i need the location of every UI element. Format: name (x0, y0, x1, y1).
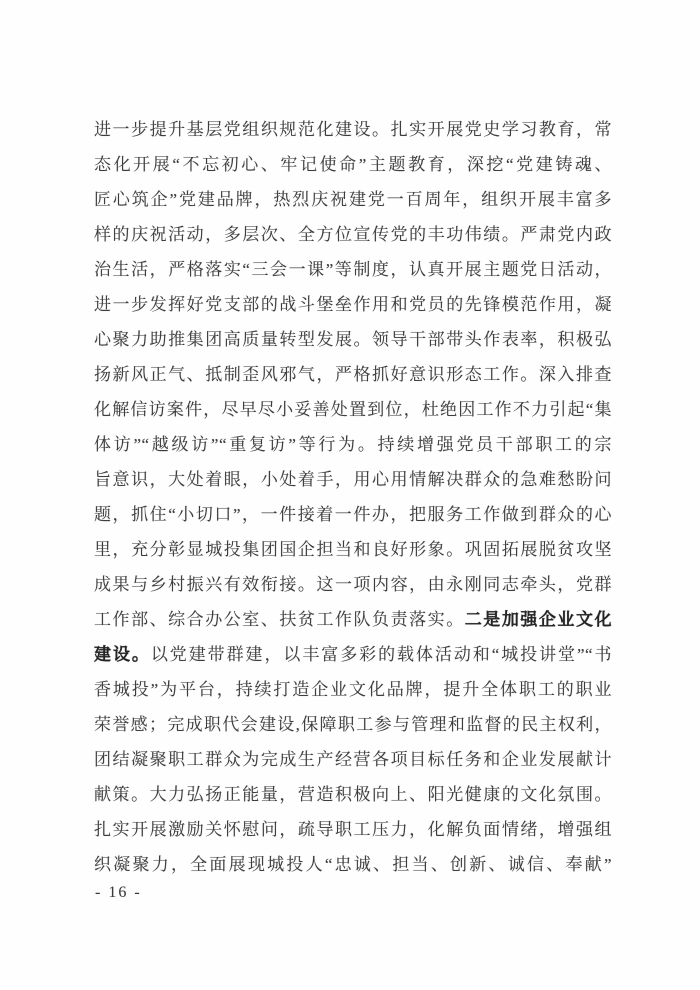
text-line (94, 357, 612, 392)
page-number: - 16 - (95, 884, 142, 901)
text-line (94, 602, 612, 637)
document-body-text (94, 112, 612, 882)
body-text: 团结凝聚职工群众为完成生产经营各项目标任务和企业发展献计 (94, 750, 612, 769)
text-line (94, 497, 612, 532)
body-text: 体访”“越级访”“重复访”等行为。持续增强党员干部职工的宗 (94, 435, 612, 454)
text-line (94, 637, 612, 672)
text-line (94, 392, 612, 427)
body-text: 化解信访案件，尽早尽小妥善处置到位，杜绝因工作不力引起“集 (94, 400, 612, 419)
body-text: 香城投”为平台，持续打造企业文化品牌，提升全体职工的职业 (94, 680, 612, 699)
text-line (94, 252, 612, 287)
text-line (94, 182, 612, 217)
body-text: 里，充分彰显城投集团国企担当和良好形象。巩固拓展脱贫攻坚 (94, 540, 612, 559)
body-text: 题，抓住“小切口”，一件接着一件办，把服务工作做到群众的心 (94, 505, 612, 524)
text-line (94, 217, 612, 252)
text-line (94, 427, 612, 462)
text-line (94, 847, 612, 882)
text-line (94, 742, 612, 777)
text-line (94, 112, 612, 147)
text-line (94, 812, 612, 847)
text-line (94, 147, 612, 182)
text-line (94, 532, 612, 567)
body-text: 扎实开展激励关怀慰问，疏导职工压力，化解负面情绪，增强组 (94, 820, 612, 839)
text-line (94, 567, 612, 602)
body-text: 扬新风正气、抵制歪风邪气，严格抓好意识形态工作。深入排查 (94, 365, 612, 384)
emphasis-text: 二是加强企业文化 (464, 610, 613, 629)
body-text: 织凝聚力，全面展现城投人“忠诚、担当、创新、诚信、奉献” (94, 855, 612, 874)
text-line (94, 777, 612, 812)
body-text: 以党建带群建，以丰富多彩的载体活动和“城投讲堂”“书 (150, 645, 613, 664)
body-text: 样的庆祝活动，多层次、全方位宣传党的丰功伟绩。严肃党内政 (94, 225, 612, 244)
body-text: 荣誉感；完成职代会建设,保障职工参与管理和监督的民主权利， (94, 715, 612, 734)
text-line (94, 287, 612, 322)
body-text: 匠心筑企”党建品牌，热烈庆祝建党一百周年，组织开展丰富多 (94, 190, 612, 209)
text-line (94, 707, 612, 742)
text-line (94, 322, 612, 357)
text-line (94, 462, 612, 497)
text-line (94, 672, 612, 707)
body-text: 进一步提升基层党组织规范化建设。扎实开展党史学习教育，常 (94, 120, 612, 139)
body-text: 工作部、综合办公室、扶贫工作队负责落实。 (94, 610, 465, 629)
body-text: 态化开展“不忘初心、牢记使命”主题教育，深挖“党建铸魂、 (94, 155, 612, 174)
body-text: 旨意识，大处着眼，小处着手，用心用情解决群众的急难愁盼问 (94, 470, 612, 489)
body-text: 心聚力助推集团高质量转型发展。领导干部带头作表率，积极弘 (94, 330, 612, 349)
emphasis-text: 建设。 (94, 645, 151, 664)
body-text: 治生活，严格落实“三会一课”等制度，认真开展主题党日活动， (94, 260, 612, 279)
body-text: 进一步发挥好党支部的战斗堡垒作用和党员的先锋模范作用，凝 (94, 295, 612, 314)
body-text: 献策。大力弘扬正能量，营造积极向上、阳光健康的文化氛围。 (94, 785, 612, 804)
body-text: 成果与乡村振兴有效衔接。这一项内容，由永刚同志牵头，党群 (94, 575, 612, 594)
